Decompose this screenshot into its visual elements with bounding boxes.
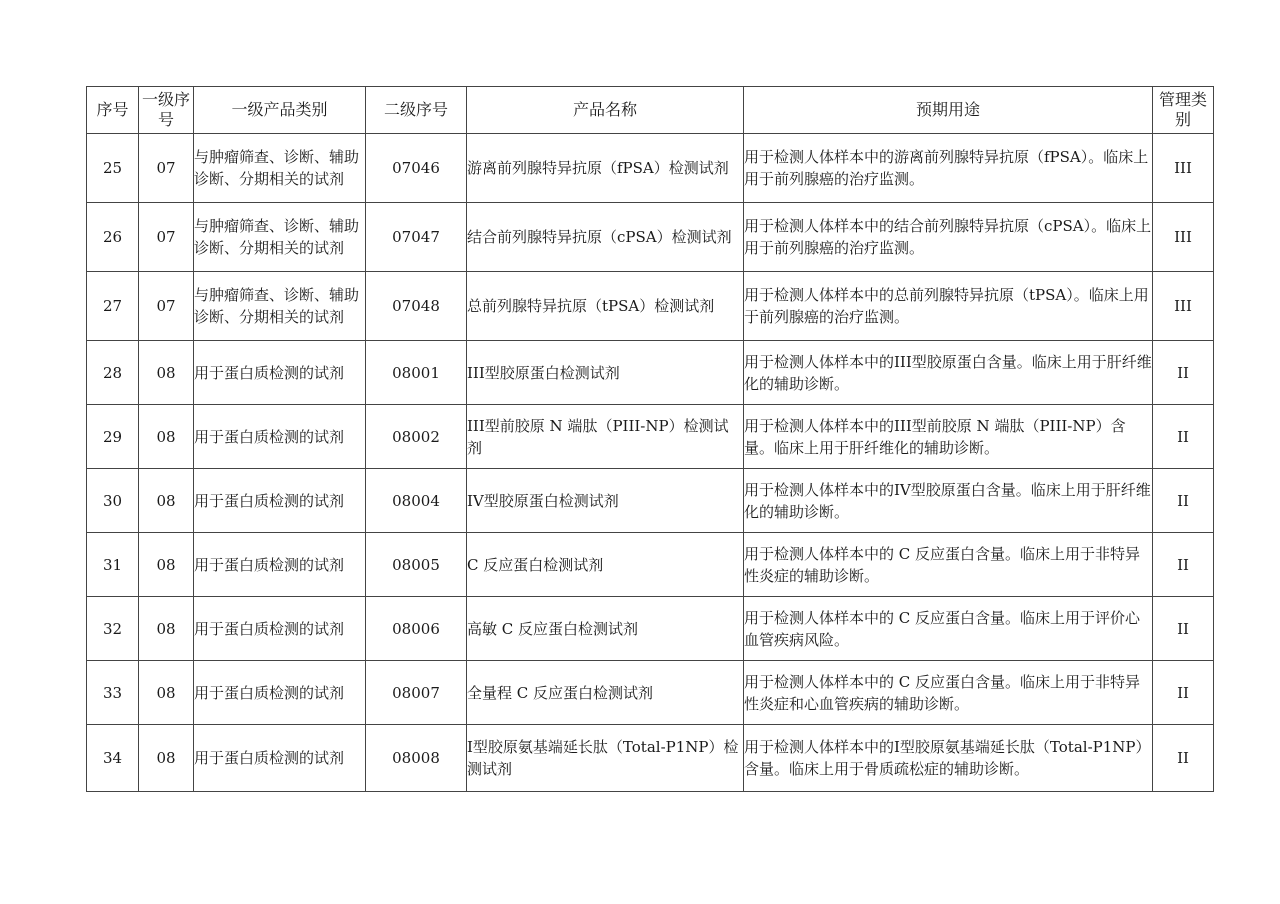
cell-management-class: III xyxy=(1153,203,1214,272)
header-intended-use: 预期用途 xyxy=(744,87,1153,134)
table-row xyxy=(87,533,1214,597)
cell-product-name: 高敏 C 反应蛋白检测试剂 xyxy=(467,597,744,661)
table-row xyxy=(87,597,1214,661)
cell-intended-use: 用于检测人体样本中的 C 反应蛋白含量。临床上用于非特异性炎症和心血管疾病的辅助诊断。 xyxy=(744,661,1153,725)
header-level1-no: 一级序号 xyxy=(139,87,194,134)
cell-level1-no: 08 xyxy=(139,597,194,661)
cell-level1-no: 08 xyxy=(139,469,194,533)
cell-product-name: 结合前列腺特异抗原（cPSA）检测试剂 xyxy=(467,203,744,272)
table-row xyxy=(87,134,1214,203)
cell-category: 用于蛋白质检测的试剂 xyxy=(194,533,366,597)
cell-management-class: II xyxy=(1153,469,1214,533)
cell-no: 26 xyxy=(87,203,139,272)
cell-level2-no: 08008 xyxy=(366,725,467,792)
cell-no: 28 xyxy=(87,341,139,405)
product-table xyxy=(86,86,1214,792)
cell-level1-no: 07 xyxy=(139,134,194,203)
table-row xyxy=(87,272,1214,341)
cell-intended-use: 用于检测人体样本中的游离前列腺特异抗原（fPSA）。临床上用于前列腺癌的治疗监测。 xyxy=(744,134,1153,203)
cell-level1-no: 07 xyxy=(139,272,194,341)
cell-level2-no: 08006 xyxy=(366,597,467,661)
cell-level1-no: 08 xyxy=(139,341,194,405)
header-management-class: 管理类别 xyxy=(1153,87,1214,134)
table-row xyxy=(87,341,1214,405)
cell-no: 29 xyxy=(87,405,139,469)
cell-product-name: III型前胶原 N 端肽（PIII-NP）检测试剂 xyxy=(467,405,744,469)
header-level2-no: 二级序号 xyxy=(366,87,467,134)
table-row xyxy=(87,661,1214,725)
cell-category: 用于蛋白质检测的试剂 xyxy=(194,469,366,533)
header-row xyxy=(87,87,1214,134)
cell-category: 用于蛋白质检测的试剂 xyxy=(194,661,366,725)
cell-product-name: C 反应蛋白检测试剂 xyxy=(467,533,744,597)
cell-management-class: II xyxy=(1153,405,1214,469)
header-no: 序号 xyxy=(87,87,139,134)
cell-level2-no: 07047 xyxy=(366,203,467,272)
cell-no: 30 xyxy=(87,469,139,533)
header-level1-category: 一级产品类别 xyxy=(194,87,366,134)
cell-level2-no: 08004 xyxy=(366,469,467,533)
cell-product-name: 总前列腺特异抗原（tPSA）检测试剂 xyxy=(467,272,744,341)
cell-no: 31 xyxy=(87,533,139,597)
cell-level1-no: 08 xyxy=(139,725,194,792)
cell-intended-use: 用于检测人体样本中的 C 反应蛋白含量。临床上用于评价心血管疾病风险。 xyxy=(744,597,1153,661)
cell-level2-no: 07046 xyxy=(366,134,467,203)
cell-intended-use: 用于检测人体样本中的I型胶原氨基端延长肽（Total-P1NP）含量。临床上用于骨质疏松症的辅助诊断。 xyxy=(744,725,1153,792)
cell-no: 34 xyxy=(87,725,139,792)
cell-product-name: III型胶原蛋白检测试剂 xyxy=(467,341,744,405)
table-row xyxy=(87,405,1214,469)
cell-intended-use: 用于检测人体样本中的结合前列腺特异抗原（cPSA）。临床上用于前列腺癌的治疗监测。 xyxy=(744,203,1153,272)
cell-level1-no: 08 xyxy=(139,533,194,597)
cell-product-name: 游离前列腺特异抗原（fPSA）检测试剂 xyxy=(467,134,744,203)
cell-level1-no: 08 xyxy=(139,405,194,469)
cell-category: 与肿瘤筛查、诊断、辅助诊断、分期相关的试剂 xyxy=(194,134,366,203)
cell-intended-use: 用于检测人体样本中的总前列腺特异抗原（tPSA）。临床上用于前列腺癌的治疗监测。 xyxy=(744,272,1153,341)
table-row xyxy=(87,725,1214,792)
cell-level2-no: 07048 xyxy=(366,272,467,341)
cell-management-class: II xyxy=(1153,341,1214,405)
cell-product-name: I型胶原氨基端延长肽（Total-P1NP）检测试剂 xyxy=(467,725,744,792)
cell-no: 32 xyxy=(87,597,139,661)
cell-category: 用于蛋白质检测的试剂 xyxy=(194,341,366,405)
cell-no: 27 xyxy=(87,272,139,341)
cell-intended-use: 用于检测人体样本中的 C 反应蛋白含量。临床上用于非特异性炎症的辅助诊断。 xyxy=(744,533,1153,597)
cell-management-class: II xyxy=(1153,725,1214,792)
cell-level2-no: 08001 xyxy=(366,341,467,405)
cell-level2-no: 08002 xyxy=(366,405,467,469)
cell-category: 与肿瘤筛查、诊断、辅助诊断、分期相关的试剂 xyxy=(194,272,366,341)
cell-intended-use: 用于检测人体样本中的IV型胶原蛋白含量。临床上用于肝纤维化的辅助诊断。 xyxy=(744,469,1153,533)
cell-category: 用于蛋白质检测的试剂 xyxy=(194,597,366,661)
cell-management-class: III xyxy=(1153,272,1214,341)
cell-category: 用于蛋白质检测的试剂 xyxy=(194,405,366,469)
cell-intended-use: 用于检测人体样本中的III型前胶原 N 端肽（PIII-NP）含量。临床上用于肝纤维化的辅助诊断。 xyxy=(744,405,1153,469)
cell-intended-use: 用于检测人体样本中的III型胶原蛋白含量。临床上用于肝纤维化的辅助诊断。 xyxy=(744,341,1153,405)
cell-product-name: 全量程 C 反应蛋白检测试剂 xyxy=(467,661,744,725)
cell-management-class: II xyxy=(1153,533,1214,597)
cell-product-name: IV型胶原蛋白检测试剂 xyxy=(467,469,744,533)
header-product-name: 产品名称 xyxy=(467,87,744,134)
cell-no: 25 xyxy=(87,134,139,203)
cell-category: 与肿瘤筛查、诊断、辅助诊断、分期相关的试剂 xyxy=(194,203,366,272)
cell-no: 33 xyxy=(87,661,139,725)
cell-management-class: II xyxy=(1153,661,1214,725)
cell-management-class: II xyxy=(1153,597,1214,661)
table-row xyxy=(87,469,1214,533)
cell-management-class: III xyxy=(1153,134,1214,203)
table-row xyxy=(87,203,1214,272)
cell-level1-no: 07 xyxy=(139,203,194,272)
cell-level2-no: 08005 xyxy=(366,533,467,597)
cell-level2-no: 08007 xyxy=(366,661,467,725)
cell-level1-no: 08 xyxy=(139,661,194,725)
cell-category: 用于蛋白质检测的试剂 xyxy=(194,725,366,792)
